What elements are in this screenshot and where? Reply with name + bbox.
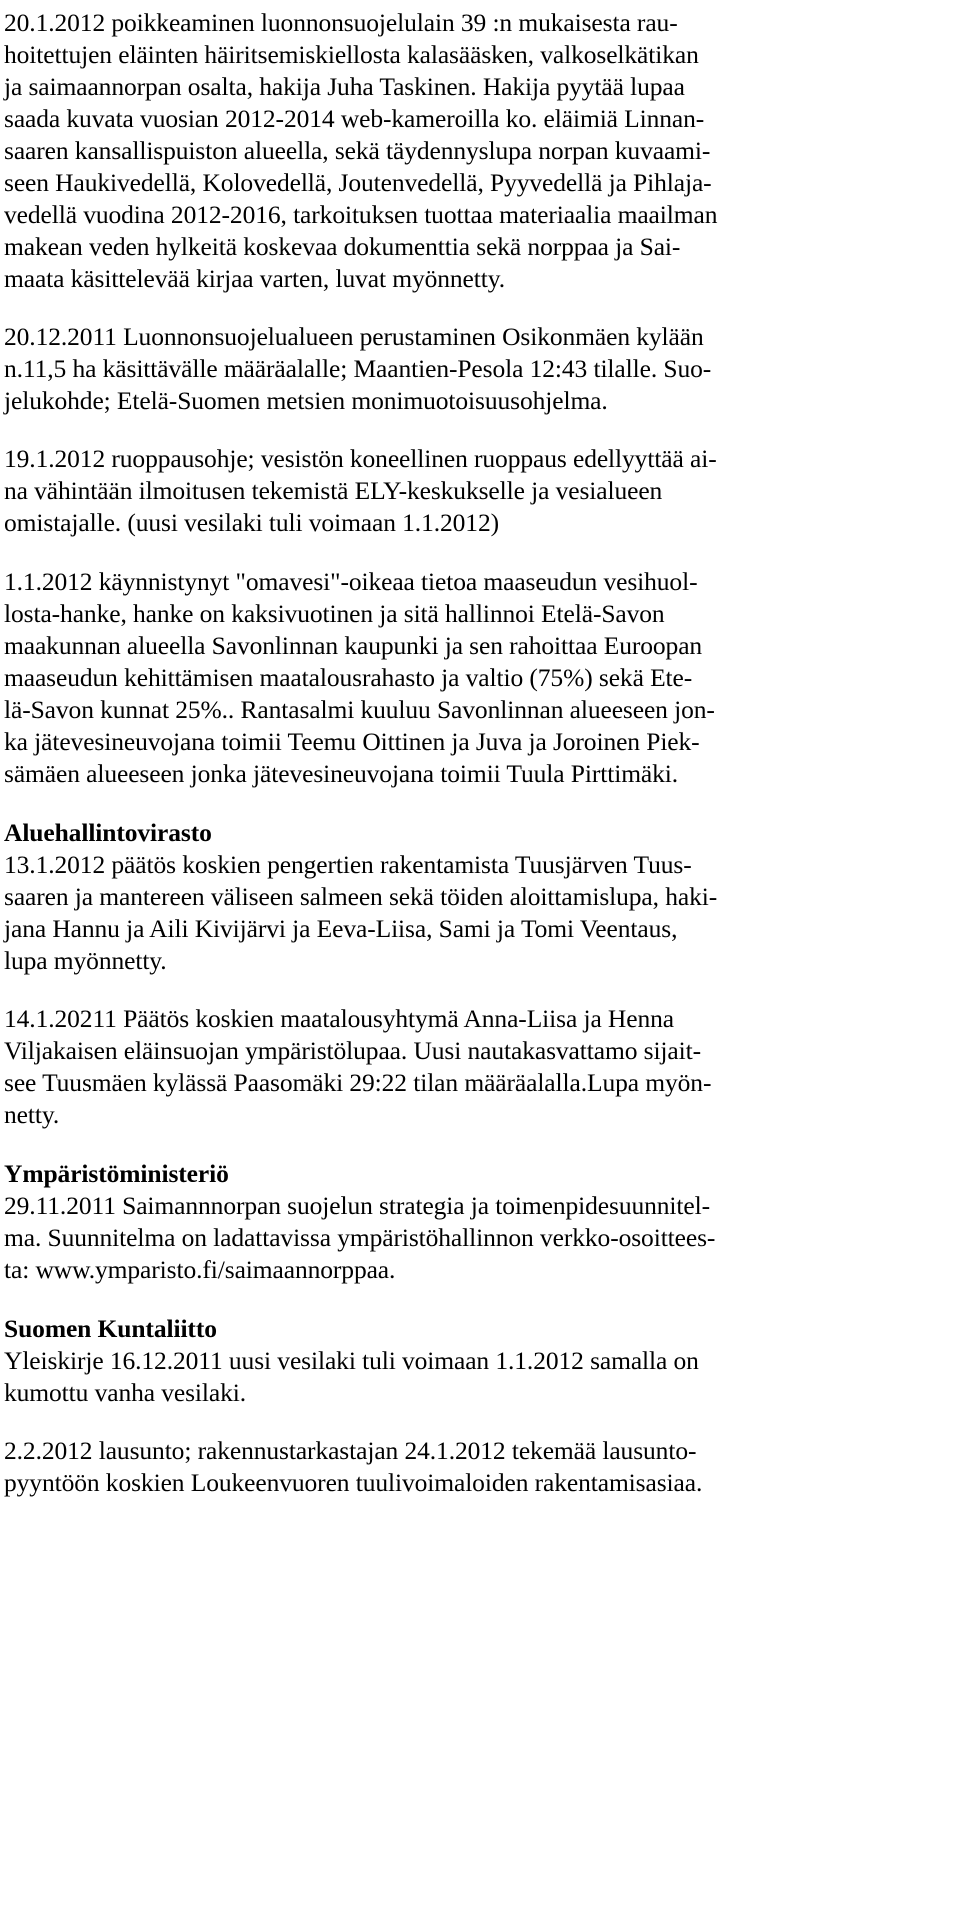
text-line: jelukohde; Etelä-Suomen metsien monimuotoisuusohjelma. (4, 386, 608, 415)
text-line: maata käsittelevää kirjaa varten, luvat myönnetty. (4, 264, 506, 293)
text-line: ta: www.ymparisto.fi/saimaannorppaa. (4, 1255, 396, 1284)
text-line: maaseudun kehittämisen maatalousrahasto ja valtio (75%) sekä Ete- (4, 663, 693, 692)
text-line: na vähintään ilmoitusen tekemistä ELY-keskukselle ja vesialueen (4, 476, 663, 505)
text-line: ma. Suunnitelma on ladattavissa ympäristöhallinnon verkko-osoittees- (4, 1223, 716, 1252)
text-line: kumottu vanha vesilaki. (4, 1378, 247, 1407)
text-line: makean veden hylkeitä koskevaa dokumenttia sekä norppaa ja Sai- (4, 232, 681, 261)
text-line: 29.11.2011 Saimannnorpan suojelun strategia ja toimenpidesuunnitel- (4, 1191, 710, 1220)
text-line: ja saimaannorpan osalta, hakija Juha Taskinen. Hakija pyytää lupaa (4, 72, 685, 101)
text-line: sämäen alueeseen jonka jätevesineuvojana toimii Tuula Pirttimäki. (4, 759, 679, 788)
text-line: seen Haukivedellä, Kolovedellä, Joutenvedellä, Pyyvedellä ja Pihlaja- (4, 168, 712, 197)
text-line: saada kuvata vuosian 2012-2014 web-kameroilla ko. eläimiä Linnan- (4, 104, 705, 133)
text-line: netty. (4, 1100, 60, 1129)
text-line: n.11,5 ha käsittävälle määräalalle; Maantien-Pesola 12:43 tilalle. Suo- (4, 354, 712, 383)
text-line: see Tuusmäen kylässä Paasomäki 29:22 tilan määräalalla.Lupa myön- (4, 1068, 712, 1097)
text-line: 20.12.2011 Luonnonsuojelualueen perustaminen Osikonmäen kylään (4, 322, 704, 351)
text-line: 20.1.2012 poikkeaminen luonnonsuojelulain 39 :n mukaisesta rau- (4, 8, 678, 37)
section-heading: Ympäristöministeriö (4, 1159, 229, 1188)
section-heading: Suomen Kuntaliitto (4, 1314, 217, 1343)
text-line: saaren ja mantereen väliseen salmeen sekä töiden aloittamislupa, haki- (4, 882, 718, 911)
text-line: lä-Savon kunnat 25%.. Rantasalmi kuuluu Savonlinnan alueeseen jon- (4, 695, 715, 724)
text-line: Yleiskirje 16.12.2011 uusi vesilaki tuli voimaan 1.1.2012 samalla on (4, 1346, 699, 1375)
text-line: 2.2.2012 lausunto; rakennustarkastajan 24.1.2012 tekemää lausunto- (4, 1436, 697, 1465)
text-line: 13.1.2012 päätös koskien pengertien rakentamista Tuusjärven Tuus- (4, 850, 692, 879)
text-line: omistajalle. (uusi vesilaki tuli voimaan 1.1.2012) (4, 508, 500, 537)
text-line: saaren kansallispuiston alueella, sekä täydennyslupa norpan kuvaami- (4, 136, 711, 165)
text-line: 19.1.2012 ruoppausohje; vesistön koneellinen ruoppaus edellyyttää ai- (4, 444, 717, 473)
text-line: 14.1.20211 Päätös koskien maatalousyhtymä Anna-Liisa ja Henna (4, 1004, 674, 1033)
text-line: losta-hanke, hanke on kaksivuotinen ja sitä hallinnoi Etelä-Savon (4, 599, 665, 628)
text-line: hoitettujen eläinten häiritsemiskiellosta kalasääsken, valkoselkätikan (4, 40, 699, 69)
text-line: Viljakaisen eläinsuojan ympäristölupaa. Uusi nautakasvattamo sijait- (4, 1036, 701, 1065)
text-line: 1.1.2012 käynnistynyt "omavesi"-oikeaa tietoa maaseudun vesihuol- (4, 567, 698, 596)
text-line: pyyntöön koskien Loukeenvuoren tuulivoimaloiden rakentamisasiaa. (4, 1468, 703, 1497)
text-line: lupa myönnetty. (4, 946, 167, 975)
text-line: vedellä vuodina 2012-2016, tarkoituksen tuottaa materiaalia maailman (4, 200, 718, 229)
text-line: ka jätevesineuvojana toimii Teemu Oittinen ja Juva ja Joroinen Piek- (4, 727, 700, 756)
section-heading: Aluehallintovirasto (4, 818, 212, 847)
text-line: jana Hannu ja Aili Kivijärvi ja Eeva-Liisa, Sami ja Tomi Veentaus, (4, 914, 678, 943)
text-line: maakunnan alueella Savonlinnan kaupunki ja sen rahoittaa Euroopan (4, 631, 703, 660)
